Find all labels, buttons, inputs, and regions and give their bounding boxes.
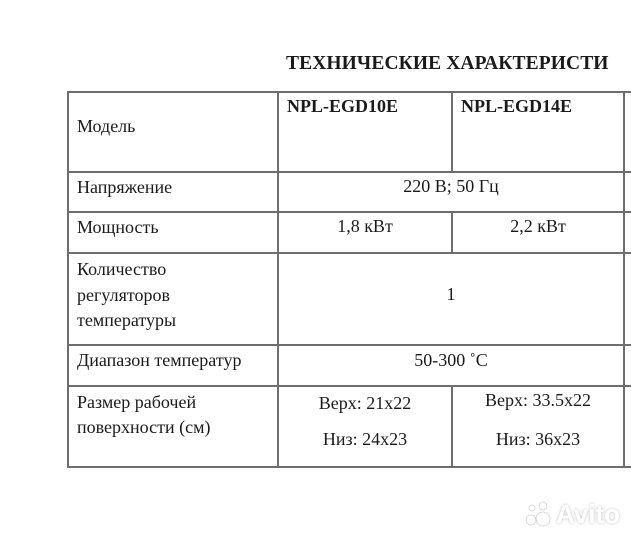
model-name-cell: NPL-EGD14E <box>461 96 573 116</box>
row-label-controllers: регуляторов <box>77 285 170 305</box>
voltage-value: 220 В; 50 Гц <box>403 176 499 196</box>
surface-bottom-value: Низ: 24x23 <box>322 429 408 449</box>
avito-dots-icon <box>524 500 552 528</box>
row-label-surface-size: Размер рабочей <box>77 392 197 412</box>
power-value: 1,8 кВт <box>337 216 393 236</box>
row-label-controllers: Количество <box>77 259 167 279</box>
row-label-voltage: Напряжение <box>77 177 173 197</box>
table-border <box>623 91 625 468</box>
table-border <box>67 91 69 468</box>
row-label-temperature-range: Диапазон температур <box>77 350 242 370</box>
row-label-power: Мощность <box>77 217 159 237</box>
table-border <box>451 91 453 172</box>
surface-bottom-value: Низ: 36x23 <box>495 429 581 449</box>
temperature-range-value: 50-300 ˚С <box>414 350 488 370</box>
avito-watermark <box>524 496 624 532</box>
row-label-model: Модель <box>77 116 136 136</box>
model-name-cell: NPL-EGD10E <box>287 96 399 116</box>
table-border <box>67 466 631 468</box>
document-title: ТЕХНИЧЕСКИЕ ХАРАКТЕРИСТИ <box>286 53 609 74</box>
table-border <box>67 344 631 346</box>
table-border <box>67 252 631 254</box>
row-label-surface-size: поверхности (см) <box>77 417 211 437</box>
power-value: 2,2 кВт <box>510 216 566 236</box>
controllers-value: 1 <box>446 284 456 304</box>
avito-watermark-text: Avito <box>556 498 621 529</box>
row-label-controllers: температуры <box>77 310 177 330</box>
surface-top-value: Верх: 21x22 <box>318 393 412 413</box>
surface-top-value: Верх: 33.5x22 <box>485 390 591 410</box>
